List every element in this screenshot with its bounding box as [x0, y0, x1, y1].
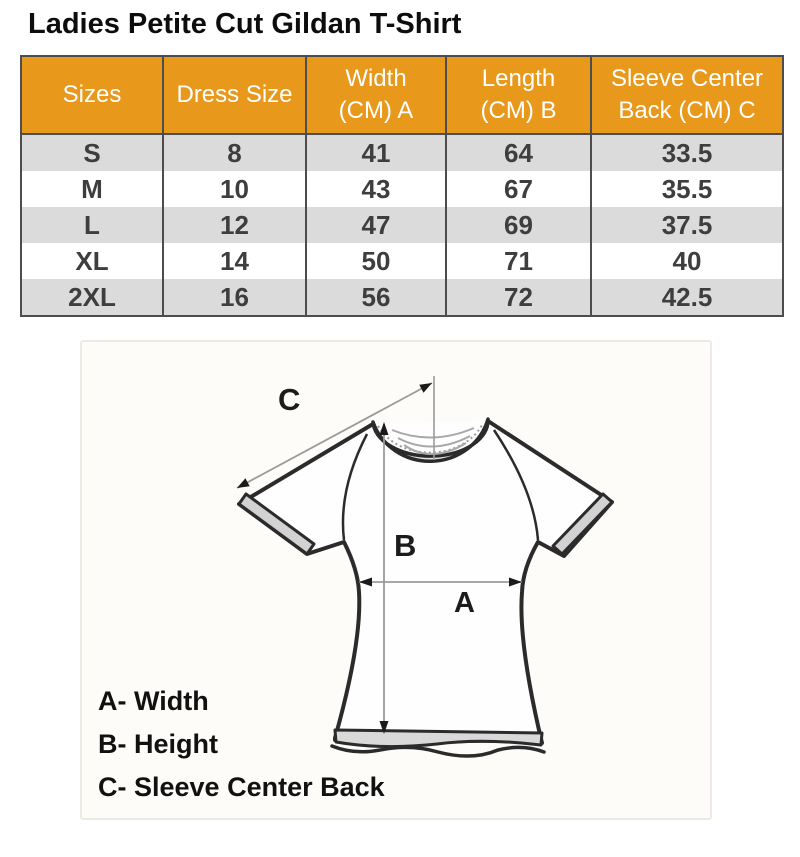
- sleeve-cell: 40: [591, 243, 783, 279]
- table-row: [21, 279, 783, 316]
- column-header-label2: Back (CM) C: [618, 97, 756, 124]
- column-header-sizes: [21, 56, 163, 134]
- size-chart-table: [20, 55, 784, 317]
- sleeve-cell: 37.5: [591, 207, 783, 243]
- arrowhead-icon: [419, 383, 432, 393]
- dress-size-cell: 8: [163, 134, 306, 171]
- column-header-length: [446, 56, 591, 134]
- page-title: Ladies Petite Cut Gildan T-Shirt: [28, 8, 462, 40]
- width-cell: 41: [306, 134, 446, 171]
- length-cell: 72: [446, 279, 591, 316]
- dress-size-cell: 14: [163, 243, 306, 279]
- legend-width: A- Width: [98, 686, 209, 716]
- length-cell: 64: [446, 134, 591, 171]
- size-cell: 2XL: [21, 279, 163, 316]
- width-cell: 43: [306, 171, 446, 207]
- column-header-dress-size: [163, 56, 306, 134]
- width-cell: 50: [306, 243, 446, 279]
- arrowhead-icon: [237, 478, 250, 488]
- dress-size-cell: 16: [163, 279, 306, 316]
- length-cell: 67: [446, 171, 591, 207]
- column-header-label2: (CM) B: [480, 97, 557, 124]
- length-cell: 71: [446, 243, 591, 279]
- column-header-sleeve-center-back: [591, 56, 783, 134]
- table-row: [21, 171, 783, 207]
- legend: [98, 680, 385, 809]
- legend-height: B- Height: [98, 729, 218, 759]
- column-header-label: Sleeve Center: [610, 64, 764, 92]
- table-header-row: [21, 56, 783, 134]
- length-cell: 69: [446, 207, 591, 243]
- dress-size-cell: 12: [163, 207, 306, 243]
- column-header-label2: (CM) A: [338, 97, 414, 124]
- size-cell: XL: [21, 243, 163, 279]
- sleeve-cell: 35.5: [591, 171, 783, 207]
- size-cell: L: [21, 207, 163, 243]
- sleeve-cell: 33.5: [591, 134, 783, 171]
- column-header-label: Sizes: [62, 80, 122, 108]
- width-cell: 47: [306, 207, 446, 243]
- measurement-diagram: [80, 340, 712, 820]
- size-cell: S: [21, 134, 163, 171]
- column-header-label: Length: [481, 64, 556, 92]
- size-cell: M: [21, 171, 163, 207]
- label-a: A: [454, 587, 475, 619]
- dress-size-cell: 10: [163, 171, 306, 207]
- table-row: [21, 134, 783, 171]
- label-c: C: [278, 382, 301, 417]
- table-row: [21, 207, 783, 243]
- label-b: B: [394, 528, 417, 563]
- width-cell: 56: [306, 279, 446, 316]
- legend-sleeve-center-back: C- Sleeve Center Back: [98, 772, 385, 802]
- column-header-label: Dress Size: [176, 80, 293, 108]
- column-header-label: Width: [345, 64, 407, 92]
- table-row: [21, 243, 783, 279]
- sleeve-cell: 42.5: [591, 279, 783, 316]
- column-header-width: [306, 56, 446, 134]
